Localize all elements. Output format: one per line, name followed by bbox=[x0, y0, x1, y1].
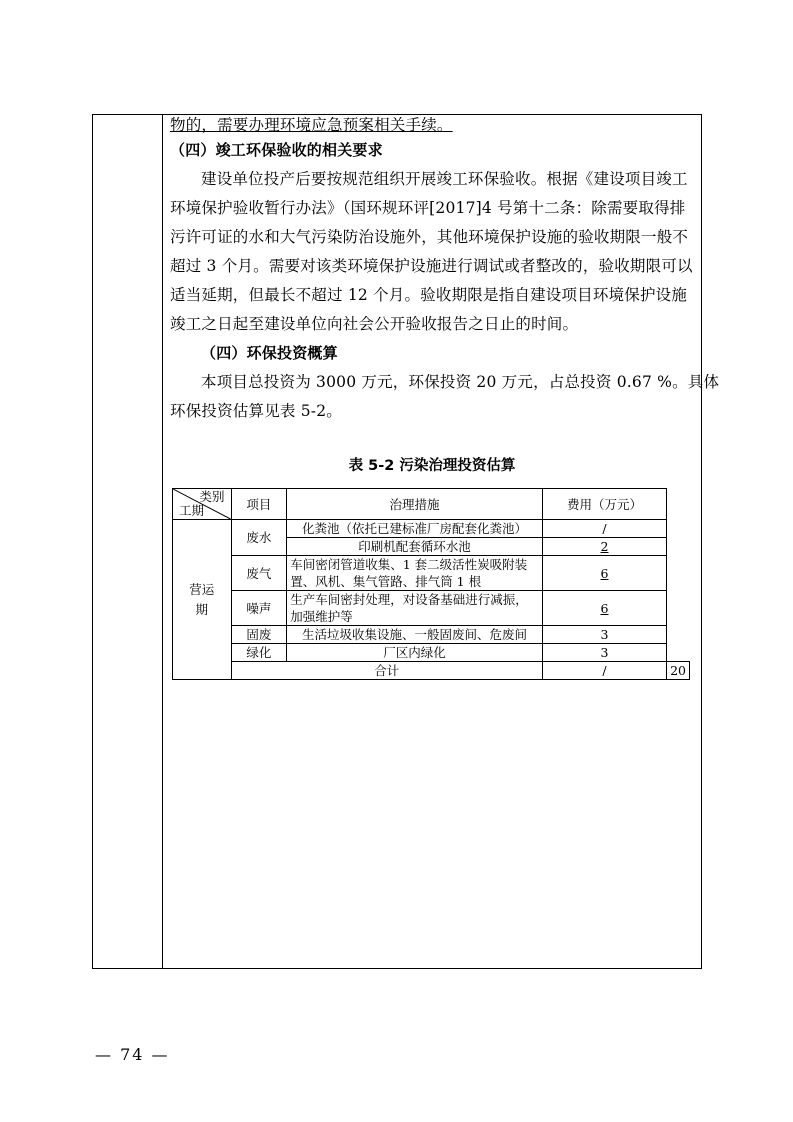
paragraph-line: 环保投资估算见表 5-2。 bbox=[170, 402, 342, 420]
investment-table bbox=[172, 488, 690, 680]
item-cell: 噪声 bbox=[231, 591, 287, 626]
table-row bbox=[173, 591, 690, 626]
item-cell: 废气 bbox=[231, 556, 287, 591]
cost-cell: / bbox=[542, 520, 666, 538]
cost-cell: 2 bbox=[542, 538, 666, 556]
table-row bbox=[173, 556, 690, 591]
table-header-row bbox=[173, 489, 690, 520]
page-number: — 74 — bbox=[95, 1045, 170, 1064]
paragraph-line: 环境保护验收暂行办法》（国环规环评[2017]4 号第十二条：除需要取得排 bbox=[170, 199, 686, 217]
table-row bbox=[173, 644, 690, 662]
header-cost: 费用（万元） bbox=[542, 489, 666, 520]
paragraph-line: 污许可证的水和大气污染防治设施外，其他环境保护设施的验收期限一般不 bbox=[170, 228, 689, 246]
total-label: 合计 bbox=[231, 662, 542, 680]
cost-cell: 3 bbox=[542, 626, 666, 644]
item-cell: 固废 bbox=[231, 626, 287, 644]
section-heading-acceptance: （四）竣工环保验收的相关要求 bbox=[170, 141, 383, 159]
paragraph-line: 适当延期，但最长不超过 12 个月。验收期限是指自建设项目环境保护设施 bbox=[170, 286, 688, 304]
header-item: 项目 bbox=[231, 489, 287, 520]
measure-cell: 车间密闭管道收集、1 套二级活性炭吸附装置、风机、集气管路、排气筒 1 根 bbox=[287, 556, 543, 591]
paragraph-line: 竣工之日起至建设单位向社会公开验收报告之日止的时间。 bbox=[170, 315, 579, 333]
table-row bbox=[173, 626, 690, 644]
cost-cell: 3 bbox=[542, 644, 666, 662]
cost-cell: 6 bbox=[542, 591, 666, 626]
item-cell: 废水 bbox=[231, 520, 287, 556]
measure-cell: 化粪池（依托已建标准厂房配套化粪池） bbox=[287, 520, 543, 538]
paragraph-line: 本项目总投资为 3000 万元，环保投资 20 万元，占总投资 0.67 %。具体 bbox=[201, 373, 720, 391]
header-measure: 治理措施 bbox=[287, 489, 543, 520]
total-cost: 20 bbox=[667, 662, 690, 680]
header-period: 工期 bbox=[179, 503, 205, 518]
item-cell: 绿化 bbox=[231, 644, 287, 662]
section-heading-investment: （四）环保投资概算 bbox=[201, 344, 338, 362]
total-measure: / bbox=[542, 662, 666, 680]
frame-divider bbox=[162, 114, 163, 969]
measure-cell: 厂区内绿化 bbox=[287, 644, 543, 662]
table-row bbox=[173, 520, 690, 538]
paragraph-line: 建设单位投产后要按规范组织开展竣工环保验收。根据《建设项目竣工 bbox=[201, 170, 688, 188]
measure-cell: 生活垃圾收集设施、一般固废间、危废间 bbox=[287, 626, 543, 644]
table-title: 表 5-2 污染治理投资估算 bbox=[348, 458, 516, 474]
table-total-row bbox=[173, 662, 690, 680]
cost-cell: 6 bbox=[542, 556, 666, 591]
header-category: 类别 bbox=[199, 489, 225, 504]
measure-cell: 生产车间密封处理，对设备基础进行减振，加强维护等 bbox=[287, 591, 543, 626]
body-text bbox=[170, 114, 720, 426]
continuation-line: 物的，需要办理环境应急预案相关手续。 bbox=[170, 116, 453, 134]
measure-cell: 印刷机配套循环水池 bbox=[287, 538, 543, 556]
period-cell: 营运期 bbox=[173, 520, 232, 680]
diagonal-header-cell bbox=[173, 489, 232, 520]
paragraph-line: 超过 3 个月。需要对该类环境保护设施进行调试或者整改的，验收期限可以 bbox=[170, 257, 693, 275]
